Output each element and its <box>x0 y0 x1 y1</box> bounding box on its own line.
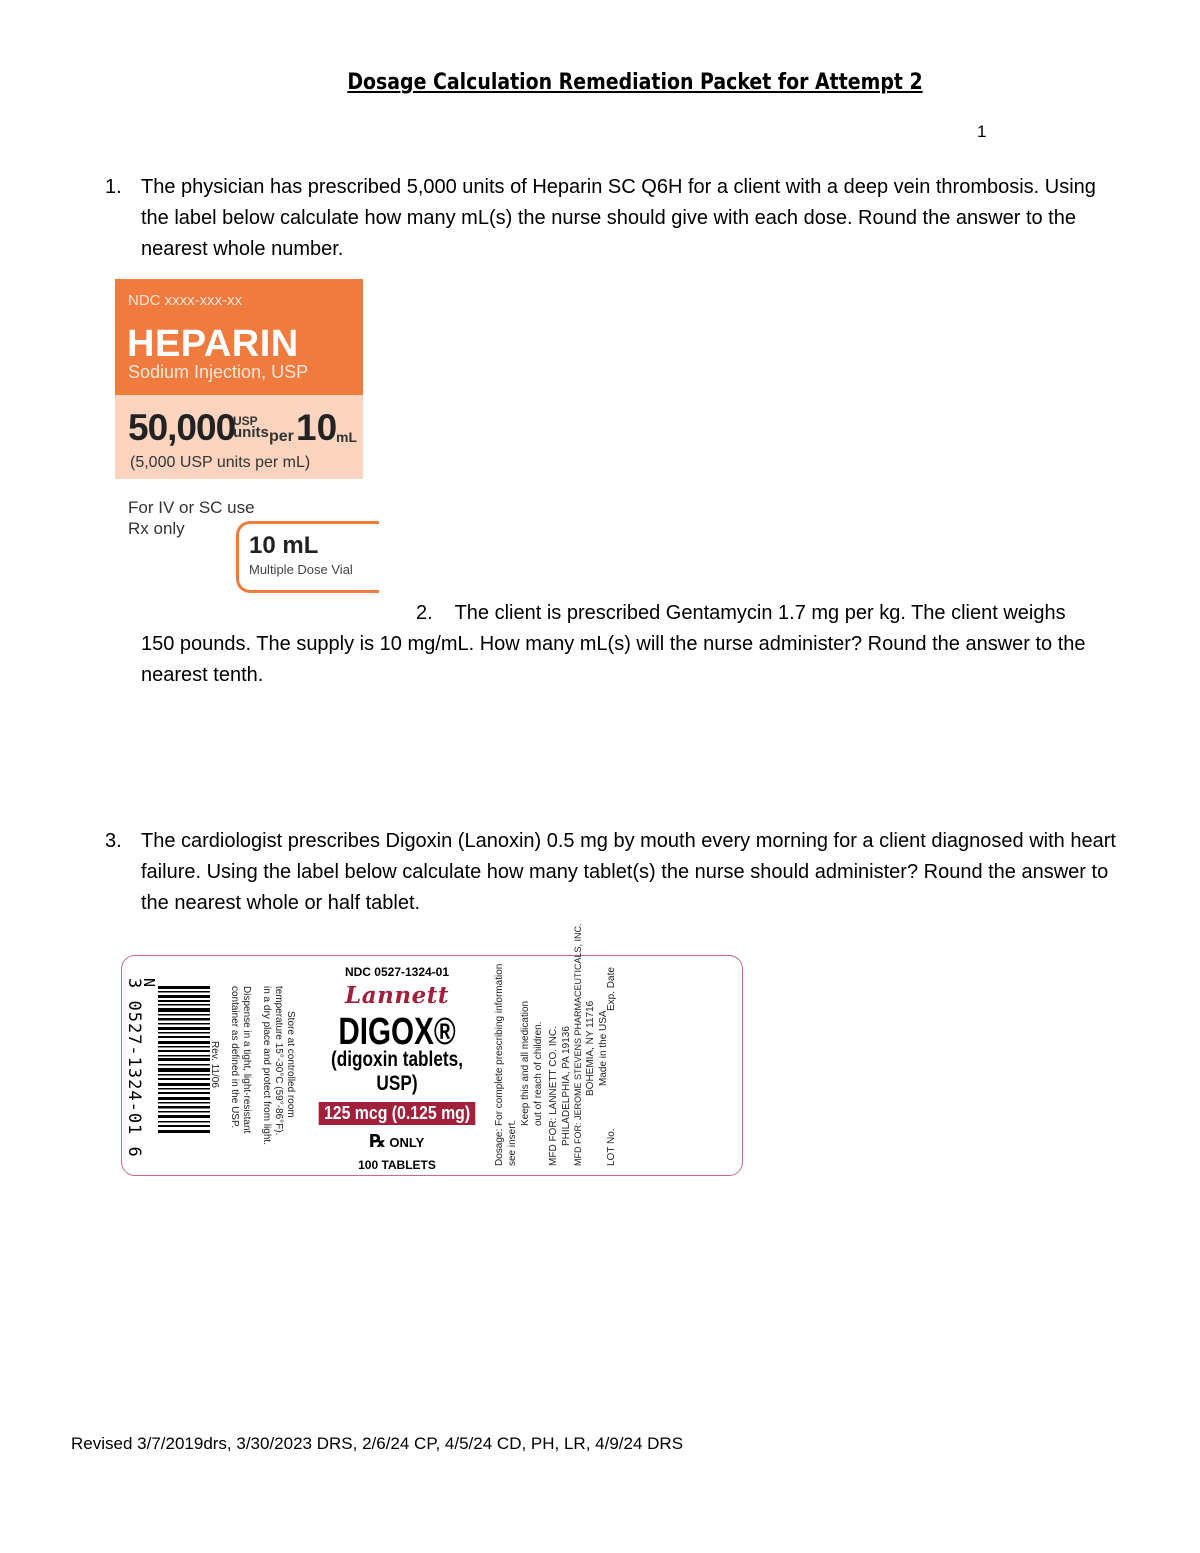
heparin-subtitle: Sodium Injection, USP <box>128 362 309 382</box>
question-2-first-line <box>416 598 1066 629</box>
rx-icon: ℞ <box>369 1131 386 1151</box>
heparin-label-image <box>115 279 363 594</box>
heparin-units: units <box>233 424 269 441</box>
mfd-line-3: MFD FOR: LANNETT CO. INC. <box>548 1026 559 1166</box>
dispense-line-2: container as defined in the USP. <box>229 986 240 1129</box>
heparin-usp: USP <box>233 414 258 428</box>
question-text: The physician has prescribed 5,000 units of Heparin SC Q6H for a client with a deep vein thrombosis. Using the label below calculate how many mL(s) the nurse should give with each dose. Round the answer to the nearest whole number. <box>141 176 1096 260</box>
digox-ndc: NDC 0527-1324-01 <box>344 965 450 979</box>
question-number: 1. <box>105 176 122 198</box>
question-2-continuation: 150 pounds. The supply is 10 mg/mL. How many mL(s) will the nurse administer? Round the answer to the nearest tenth. <box>141 633 1086 686</box>
heparin-volume-number: 10 <box>296 407 338 448</box>
heparin-rx: Rx only <box>128 519 185 538</box>
barcode-prefix: N <box>140 978 158 988</box>
page-number: 1 <box>977 122 987 141</box>
mfd-line-2: BOHEMIA, NY 11716 <box>585 1000 596 1096</box>
digox-count: 100 TABLETS <box>358 1158 436 1172</box>
heparin-usp-units <box>233 415 269 439</box>
question-3 <box>105 826 1121 919</box>
mfd-line-1: MFD FOR: JEROME STEVENS PHARMACEUTICALS, INC. <box>573 923 583 1166</box>
heparin-route: For IV or SC use <box>128 498 255 517</box>
dosage-line-1: Dosage: For complete prescribing information <box>494 963 505 1166</box>
expiration-date: Exp. Date <box>606 967 617 1011</box>
digox-drug-name: DIGOX® <box>338 1011 456 1053</box>
storage-line-1: Store at controlled room <box>285 1011 296 1118</box>
revision: Rev. 11/06 <box>209 1041 220 1088</box>
keep-line-2: out of reach of children. <box>533 1021 544 1126</box>
barcode-number: 3 0527-1324-01 6 <box>124 978 144 1158</box>
heparin-ndc: NDC xxxx-xxx-xx <box>128 292 243 309</box>
barcode-icon <box>158 986 210 1134</box>
heparin-per: per <box>269 428 294 445</box>
heparin-vial-type: Multiple Dose Vial <box>249 562 353 577</box>
digox-generic-name: (digoxin tablets, USP) <box>330 1048 464 1095</box>
heparin-vial-box <box>236 521 379 593</box>
mfd-line-4: PHILADELPHIA, PA 19136 <box>561 1026 572 1146</box>
heparin-drug-name: HEPARIN <box>127 323 299 365</box>
page-title: Dosage Calculation Remediation Packet for Attempt 2 <box>347 70 923 95</box>
keep-line-1: Keep this and all medication <box>520 1000 531 1126</box>
digox-label-center <box>307 956 487 1172</box>
digox-strength: 125 mcg (0.125 mg) <box>319 1102 476 1125</box>
question-1 <box>105 172 1121 265</box>
storage-line-3: in a dry place and protect from light. <box>261 986 272 1145</box>
footer-revision: Revised 3/7/2019drs, 3/30/2023 DRS, 2/6/24 CP, 4/5/24 CD, PH, LR, 4/9/24 DRS <box>71 1434 684 1453</box>
heparin-volume-unit: mL <box>336 429 357 445</box>
heparin-vial-volume: 10 mL <box>249 532 319 559</box>
storage-line-2: temperature 15°-30°C (59°-86°F). <box>273 986 284 1136</box>
made-in-usa: Made in the USA <box>598 1010 609 1086</box>
lot-number: LOT No. <box>606 1128 617 1166</box>
heparin-per-ml: (5,000 USP units per mL) <box>130 454 311 471</box>
question-text: The client is prescribed Gentamycin 1.7 mg per kg. The client weighs <box>454 602 1066 624</box>
digox-label-image <box>121 923 743 1176</box>
question-number: 2. <box>416 602 433 624</box>
digox-rx-only <box>307 1131 487 1152</box>
dispense-line-1: Dispense in a tight, light-resistant <box>241 986 252 1134</box>
rx-only-text: ONLY <box>389 1135 425 1150</box>
heparin-amount: 50,000 <box>128 407 236 448</box>
lannett-logo: Lannett <box>345 982 449 1009</box>
question-number: 3. <box>105 830 122 852</box>
question-text: The cardiologist prescribes Digoxin (Lanoxin) 0.5 mg by mouth every morning for a client diagnosed with heart failure. Using the label below calculate how many tablet(s) the nurse should administer? Round the answer to the nearest whole or half tablet. <box>141 830 1116 914</box>
dosage-line-2: see insert. <box>507 1119 518 1166</box>
